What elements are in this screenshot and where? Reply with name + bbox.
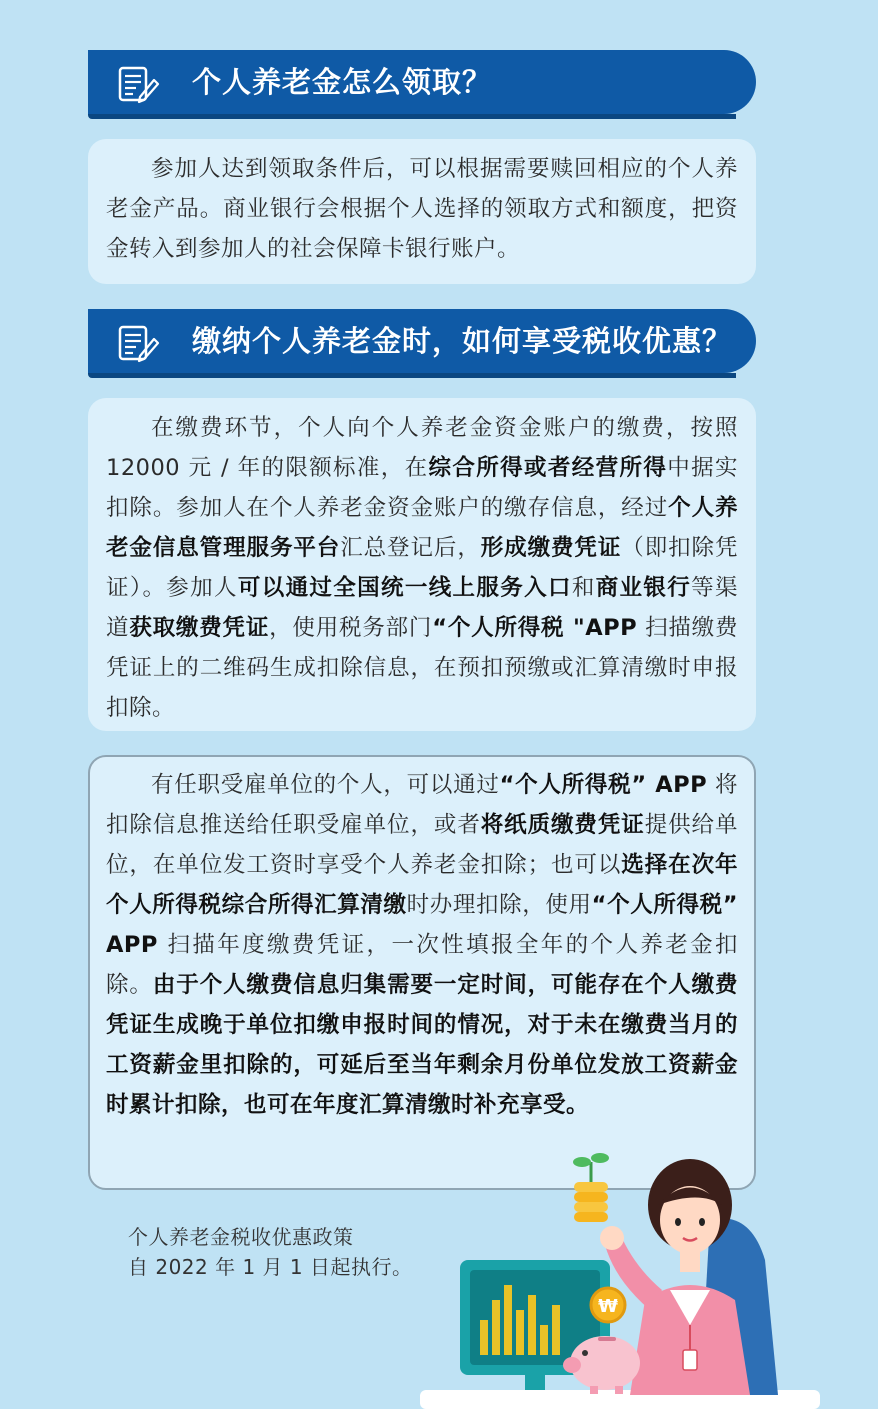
section2-para1: 在缴费环节，个人向个人养老金资金账户的缴费，按照 12000 元 / 年的限额标准，在综合所得或者经营所得中据实扣除。参加人在个人养老金资金账户的缴存信息，经过个人养老金信息管理服务平台汇总登记后，形成缴费凭证（即扣除凭证）。参加人可以通过全国统一线上服务入口和商业银行等渠道获取缴费凭证，使用税务部门“个人所得税 "APP 扫描缴费凭证上的二维码生成扣除信息，在预扣预缴或汇算清缴时申报扣除。	[106, 415, 738, 721]
section1-title: 个人养老金怎么领取？	[192, 65, 493, 99]
footnote-line1: 个人养老金税收优惠政策	[128, 1225, 354, 1249]
section2-title: 缴纳个人养老金时，如何享受税收优惠？	[192, 324, 733, 358]
footnote-line2: 自 2022 年 1 月 1 日起执行。	[128, 1255, 413, 1279]
section2-banner	[88, 309, 756, 373]
footnote	[128, 1222, 413, 1282]
section1-banner	[88, 50, 756, 114]
woman-savings-illustration	[400, 1150, 878, 1409]
section1-body: 参加人达到领取条件后，可以根据需要赎回相应的个人养老金产品。商业银行会根据个人选择的领取方式和额度，把资金转入到参加人的社会保障卡银行账户。	[106, 156, 738, 262]
section2-para2: 有任职受雇单位的个人，可以通过“个人所得税” APP 将扣除信息推送给任职受雇单位，或者将纸质缴费凭证提供给单位，在单位发工资时享受个人养老金扣除；也可以选择在次年个人所得税综合所得汇算清缴时办理扣除，使用“个人所得税” APP 扫描年度缴费凭证，一次性填报全年的个人养老金扣除。由于个人缴费信息归集需要一定时间，可能存在个人缴费凭证生成晚于单位扣缴申报时间的情况，对于未在缴费当月的工资薪金里扣除的，可延后至当年剩余月份单位发放工资薪金时累计扣除，也可在年度汇算清缴时补充享受。	[106, 772, 738, 1118]
section2-card-2	[88, 755, 756, 1190]
document-pencil-icon	[116, 321, 160, 365]
section1-card	[88, 139, 756, 284]
svg-text:₩: ₩	[598, 1296, 618, 1317]
document-pencil-icon	[116, 62, 160, 106]
section2-card	[88, 398, 756, 731]
